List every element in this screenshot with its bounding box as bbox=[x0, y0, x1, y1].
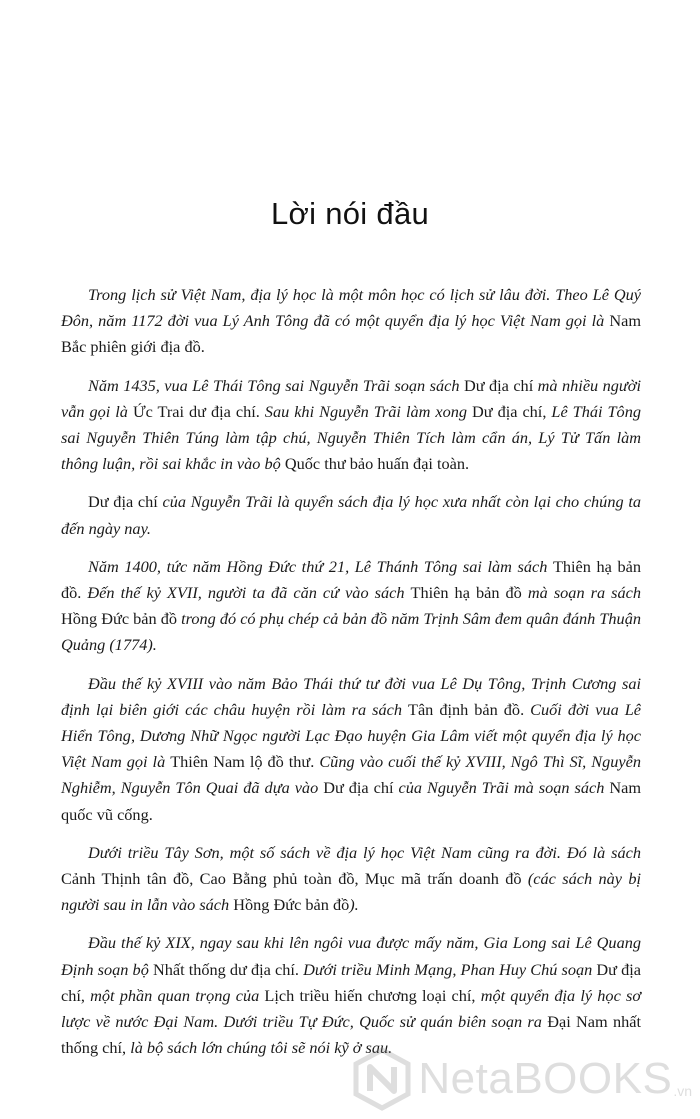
paragraph-text: là bộ sách lớn chúng tôi sẽ nói kỹ ở sau. bbox=[126, 1038, 393, 1058]
book-title-text: Cảnh Thịnh tân đồ, Cao Bằng phủ toàn đồ, Mục mã trấn doanh đồ bbox=[61, 869, 522, 889]
paragraph-text: Đến thế kỷ XVII, người ta đã căn cứ vào sách bbox=[81, 583, 411, 603]
book-title-text: Hồng Đức bản đồ bbox=[61, 609, 178, 629]
paragraph-text: của Nguyễn Trãi mà soạn sách bbox=[393, 778, 610, 798]
book-title-text: Thiên Nam lộ đồ thư. bbox=[170, 752, 315, 772]
book-title-text: Nam Bắc phiên giới địa đồ. bbox=[61, 311, 641, 357]
book-title-text: Dư địa chí, bbox=[61, 959, 641, 1005]
paragraph-text: mà soạn ra sách bbox=[521, 583, 642, 603]
netabooks-watermark bbox=[350, 1047, 692, 1111]
book-title-text: Nhất thống dư địa chí. bbox=[152, 959, 299, 979]
paragraph-text: (các sách này bị người sau in lẫn vào sách bbox=[61, 869, 641, 915]
paragraph bbox=[61, 282, 641, 361]
book-title-text: Tân định bản đồ. bbox=[408, 699, 525, 719]
paragraph-text: Năm 1435, vua Lê Thái Tông sai Nguyễn Trãi soạn sách bbox=[88, 375, 464, 395]
book-title-text: Dư địa chí, bbox=[472, 401, 547, 421]
paragraph-text: Trong lịch sử Việt Nam, địa lý học là một môn học có lịch sử lâu đời. Theo Lê Quý Đôn, năm 1172 đời vua Lý Anh Tông đã có một quyển địa lý học Việt Nam gọi là bbox=[61, 285, 641, 331]
paragraph-text: Sau khi Nguyễn Trãi làm xong bbox=[259, 401, 472, 421]
paragraph-text: Cuối đời vua Lê Hiển Tông, Dương Nhữ Ngọc người Lạc Đạo huyện Gia Lâm viết một quyển địa lý học Việt Nam gọi là bbox=[61, 699, 641, 772]
book-title-text: Hồng Đức bản đồ bbox=[233, 895, 350, 915]
paragraph-text: của Nguyễn Trãi là quyển sách địa lý học xưa nhất còn lại cho chúng ta đến ngày nay. bbox=[61, 492, 641, 538]
netabooks-logo-icon bbox=[350, 1047, 414, 1111]
watermark-brand: NetaBOOKS bbox=[418, 1054, 673, 1103]
paragraph-text: ). bbox=[349, 895, 359, 915]
paragraph bbox=[61, 930, 641, 1061]
paragraph-text: trong đó có phụ chép cả bản đồ năm Trịnh Sâm đem quân đánh Thuận Quảng (1774). bbox=[61, 609, 641, 655]
paragraph-text: Đầu thế kỷ XIX, ngay sau khi lên ngôi vua được mấy năm, Gia Long sai Lê Quang Định soạn bộ bbox=[61, 933, 641, 979]
preface-body bbox=[61, 282, 641, 1073]
paragraph-text: một phần quan trọng của bbox=[84, 985, 265, 1005]
paragraph bbox=[61, 554, 641, 659]
paragraph-text: Lê Thái Tông sai Nguyễn Thiên Túng làm tập chú, Nguyễn Thiên Tích làm cẩn án, Lý Tử Tấn làm thông luận, rồi sai khắc in vào bộ bbox=[61, 401, 641, 474]
book-title-text: Nam quốc vũ cống. bbox=[61, 778, 641, 824]
book-title-text: Thiên hạ bản đồ bbox=[410, 583, 522, 603]
paragraph-text: mà nhiều người vẫn gọi là bbox=[61, 375, 642, 421]
paragraph-text: Dưới triều Minh Mạng, Phan Huy Chú soạn bbox=[298, 959, 597, 979]
paragraph bbox=[61, 373, 641, 478]
watermark-suffix: .vn bbox=[673, 1083, 692, 1099]
book-title-text: Quốc thư bảo huấn đại toàn. bbox=[284, 454, 470, 474]
paragraph bbox=[61, 840, 641, 919]
page-title: Lời nói đầu bbox=[270, 196, 430, 231]
paragraph bbox=[61, 489, 641, 541]
book-title-text: Ức Trai dư địa chí. bbox=[132, 401, 260, 421]
book-title-text: Thiên hạ bản đồ. bbox=[61, 556, 641, 603]
paragraph-text: Cũng vào cuối thế kỷ XVIII, Ngô Thì Sĩ, Nguyễn Nghiễm, Nguyễn Tôn Quai đã dựa vào bbox=[61, 752, 641, 798]
book-title-text: Dư địa chí bbox=[88, 492, 158, 512]
paragraph-text: một quyển địa lý học sơ lược về nước Đại Nam. Dưới triều Tự Đức, Quốc sử quán biên soạn ra bbox=[61, 985, 642, 1032]
paragraph-text: Năm 1400, tức năm Hồng Đức thứ 21, Lê Thánh Tông sai làm sách bbox=[88, 556, 553, 576]
book-title-text: Lịch triều hiến chương loại chí, bbox=[264, 985, 476, 1005]
book-title-text: Dư địa chí bbox=[323, 778, 394, 798]
book-title-text: Đại Nam nhất thống chí, bbox=[61, 1012, 642, 1058]
paragraph bbox=[61, 671, 641, 828]
paragraph-text: Đầu thế kỷ XVIII vào năm Bảo Thái thứ tư đời vua Lê Dụ Tông, Trịnh Cương sai định lại biên giới các châu huyện rồi làm ra sách bbox=[61, 673, 641, 719]
paragraph-text: Dưới triều Tây Sơn, một số sách về địa lý học Việt Nam cũng ra đời. Đó là sách bbox=[88, 842, 641, 862]
book-title-text: Dư địa chí bbox=[463, 375, 534, 395]
